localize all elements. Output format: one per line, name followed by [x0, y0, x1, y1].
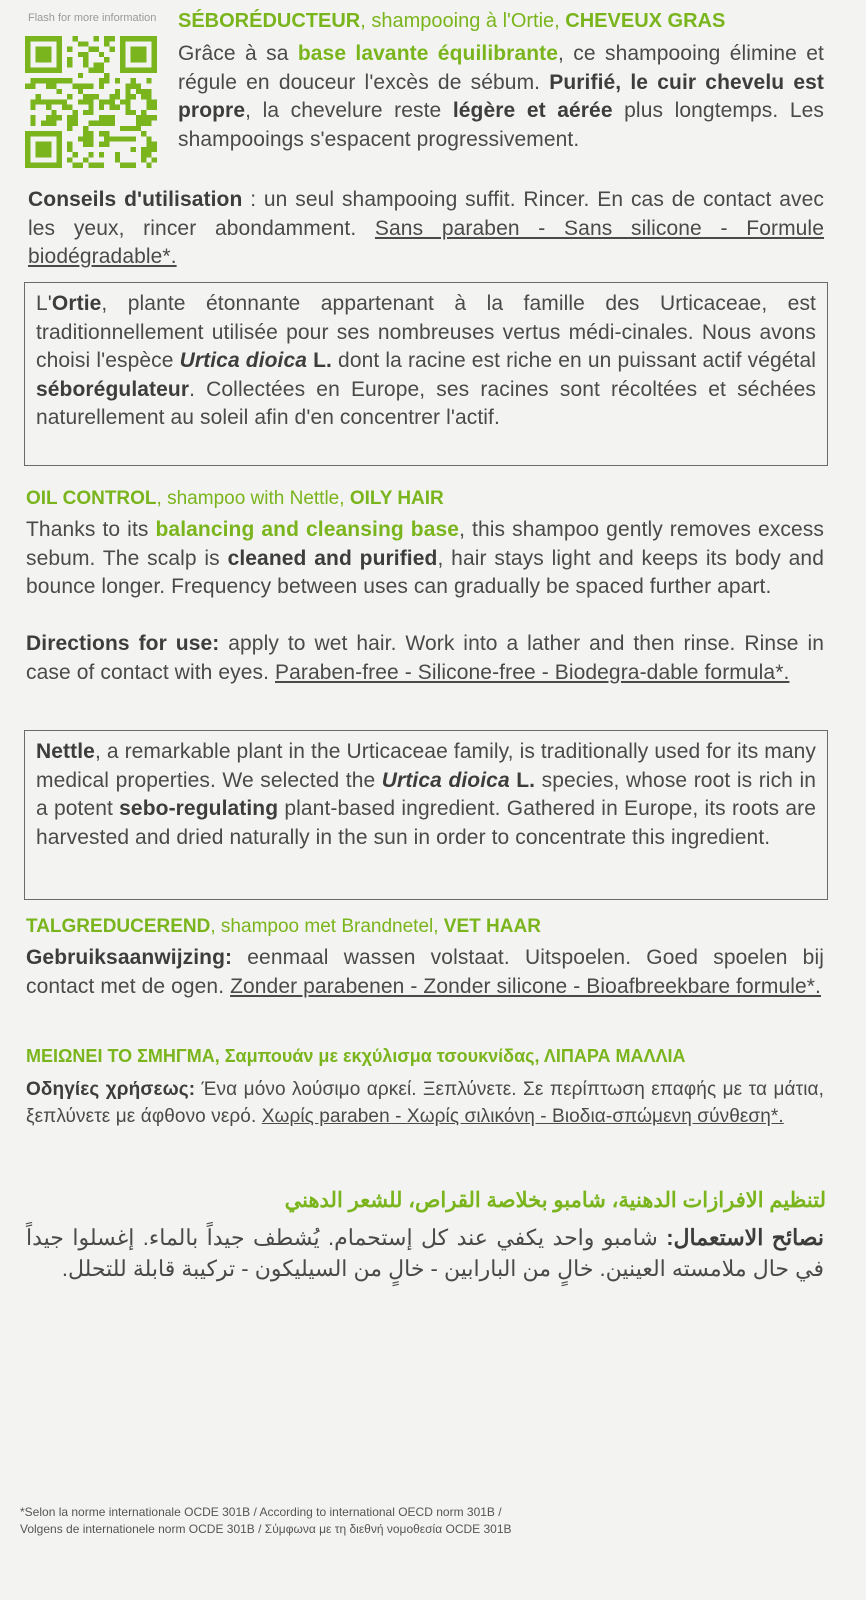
gr-heading: ΜΕΙΩΝΕΙ ΤΟ ΣΜΗΓΜΑ, Σαμπουάν με εκχύλισμα τσουκνίδας, ΛΙΠΑΡΑ ΜΑΛΛΙΑ: [26, 1046, 686, 1066]
ar-directions: نصائح الاستعمال: شامبو واحد يكفي عند كل إستحمام. يُشطف جيداً بالماء. إغسلوا جيداً في حال ملامسته العينين. خالٍ من البارابين - خالٍ من السيليكون - تركيبة قابلة للتحلل.: [26, 1225, 824, 1281]
fr-description: Grâce à sa base lavante équilibrante, ce shampooing élimine et régule en douceur l'excès de sébum. Purifié, le cuir chevelu est propre, la chevelure reste légère et aérée plus longtemps. Les shampooings s'espacent progressivement.: [178, 42, 825, 151]
fr-heading: SÉBORÉDUCTEUR, shampooing à l'Ortie, CHEVEUX GRAS: [178, 10, 726, 32]
en-nettle-text: Nettle, a remarkable plant in the Urticaceae family, is traditionally used for its many medical properties. We selected the Urtica dioica L. species, whose root is rich in a potent sebo-regulating plant-based ingredient. Gathered in Europe, its roots are harvested and dried naturally in the sun in order to concentrate this ingredient.: [36, 740, 817, 849]
footnote: [20, 1504, 850, 1538]
gr-directions: Οδηγίες χρήσεως: Ένα μόνο λούσιμο αρκεί. Ξεπλύνετε. Σε περίπτωση επαφής με τα μάτια, ξεπλύνετε με άφθονο νερό. Χωρίς paraben - Χωρίς σιλικόνη - Βιοδια-σπώμενη σύνθεση*.: [26, 1079, 824, 1127]
nl-directions: Gebruiksaanwijzing: eenmaal wassen volstaat. Uitspoelen. Goed spoelen bij contact met de ogen. Zonder parabenen - Zonder silicone - Bioafbreekbare formule*.: [26, 946, 824, 998]
footnote-line-1: *Selon la norme internationale OCDE 301B / According to international OECD norm 301B /: [20, 1505, 502, 1519]
en-heading: OIL CONTROL, shampoo with Nettle, OILY HAIR: [26, 488, 444, 509]
qr-caption: Flash for more information: [28, 12, 157, 24]
footnote-line-2: Volgens de internationele norm OCDE 301B / Σύμφωνα με τη διεθνή νομοθεσία OCDE 301B: [20, 1522, 512, 1536]
fr-directions: Conseils d'utilisation : un seul shampooing suffit. Rincer. En cas de contact avec les yeux, rincer abondamment. Sans paraben - Sans silicone - Formule biodégradable*.: [28, 188, 824, 269]
en-description: Thanks to its balancing and cleansing base, this shampoo gently removes excess sebum. The scalp is cleaned and purified, hair stays light and keeps its body and bounce longer. Frequency between uses can gradually be spaced further apart.: [26, 518, 824, 599]
fr-nettle-text: L'Ortie, plante étonnante appartenant à la famille des Urticaceae, est traditionnellement utilisée pour ses nombreuses vertus médi-cinales. Nous avons choisi l'espèce Urtica dioica L. dont la racine est riche en un puissant actif végétal séborégulateur. Collectées en Europe, ses racines sont récoltées et séchées naturellement au soleil afin d'en concentrer l'actif.: [36, 292, 817, 430]
nl-heading: TALGREDUCEREND, shampoo met Brandnetel, VET HAAR: [26, 916, 541, 937]
en-directions: Directions for use: apply to wet hair. Work into a lather and then rinse. Rinse in case of contact with eyes. Paraben-free - Silicone-free - Biodegra-dable formula*.: [26, 632, 825, 684]
qr-code-icon[interactable]: [24, 36, 158, 168]
ar-heading: لتنظيم الافرازات الدهنية، شامبو بخلاصة القراص، للشعر الدهني: [284, 1189, 826, 1212]
